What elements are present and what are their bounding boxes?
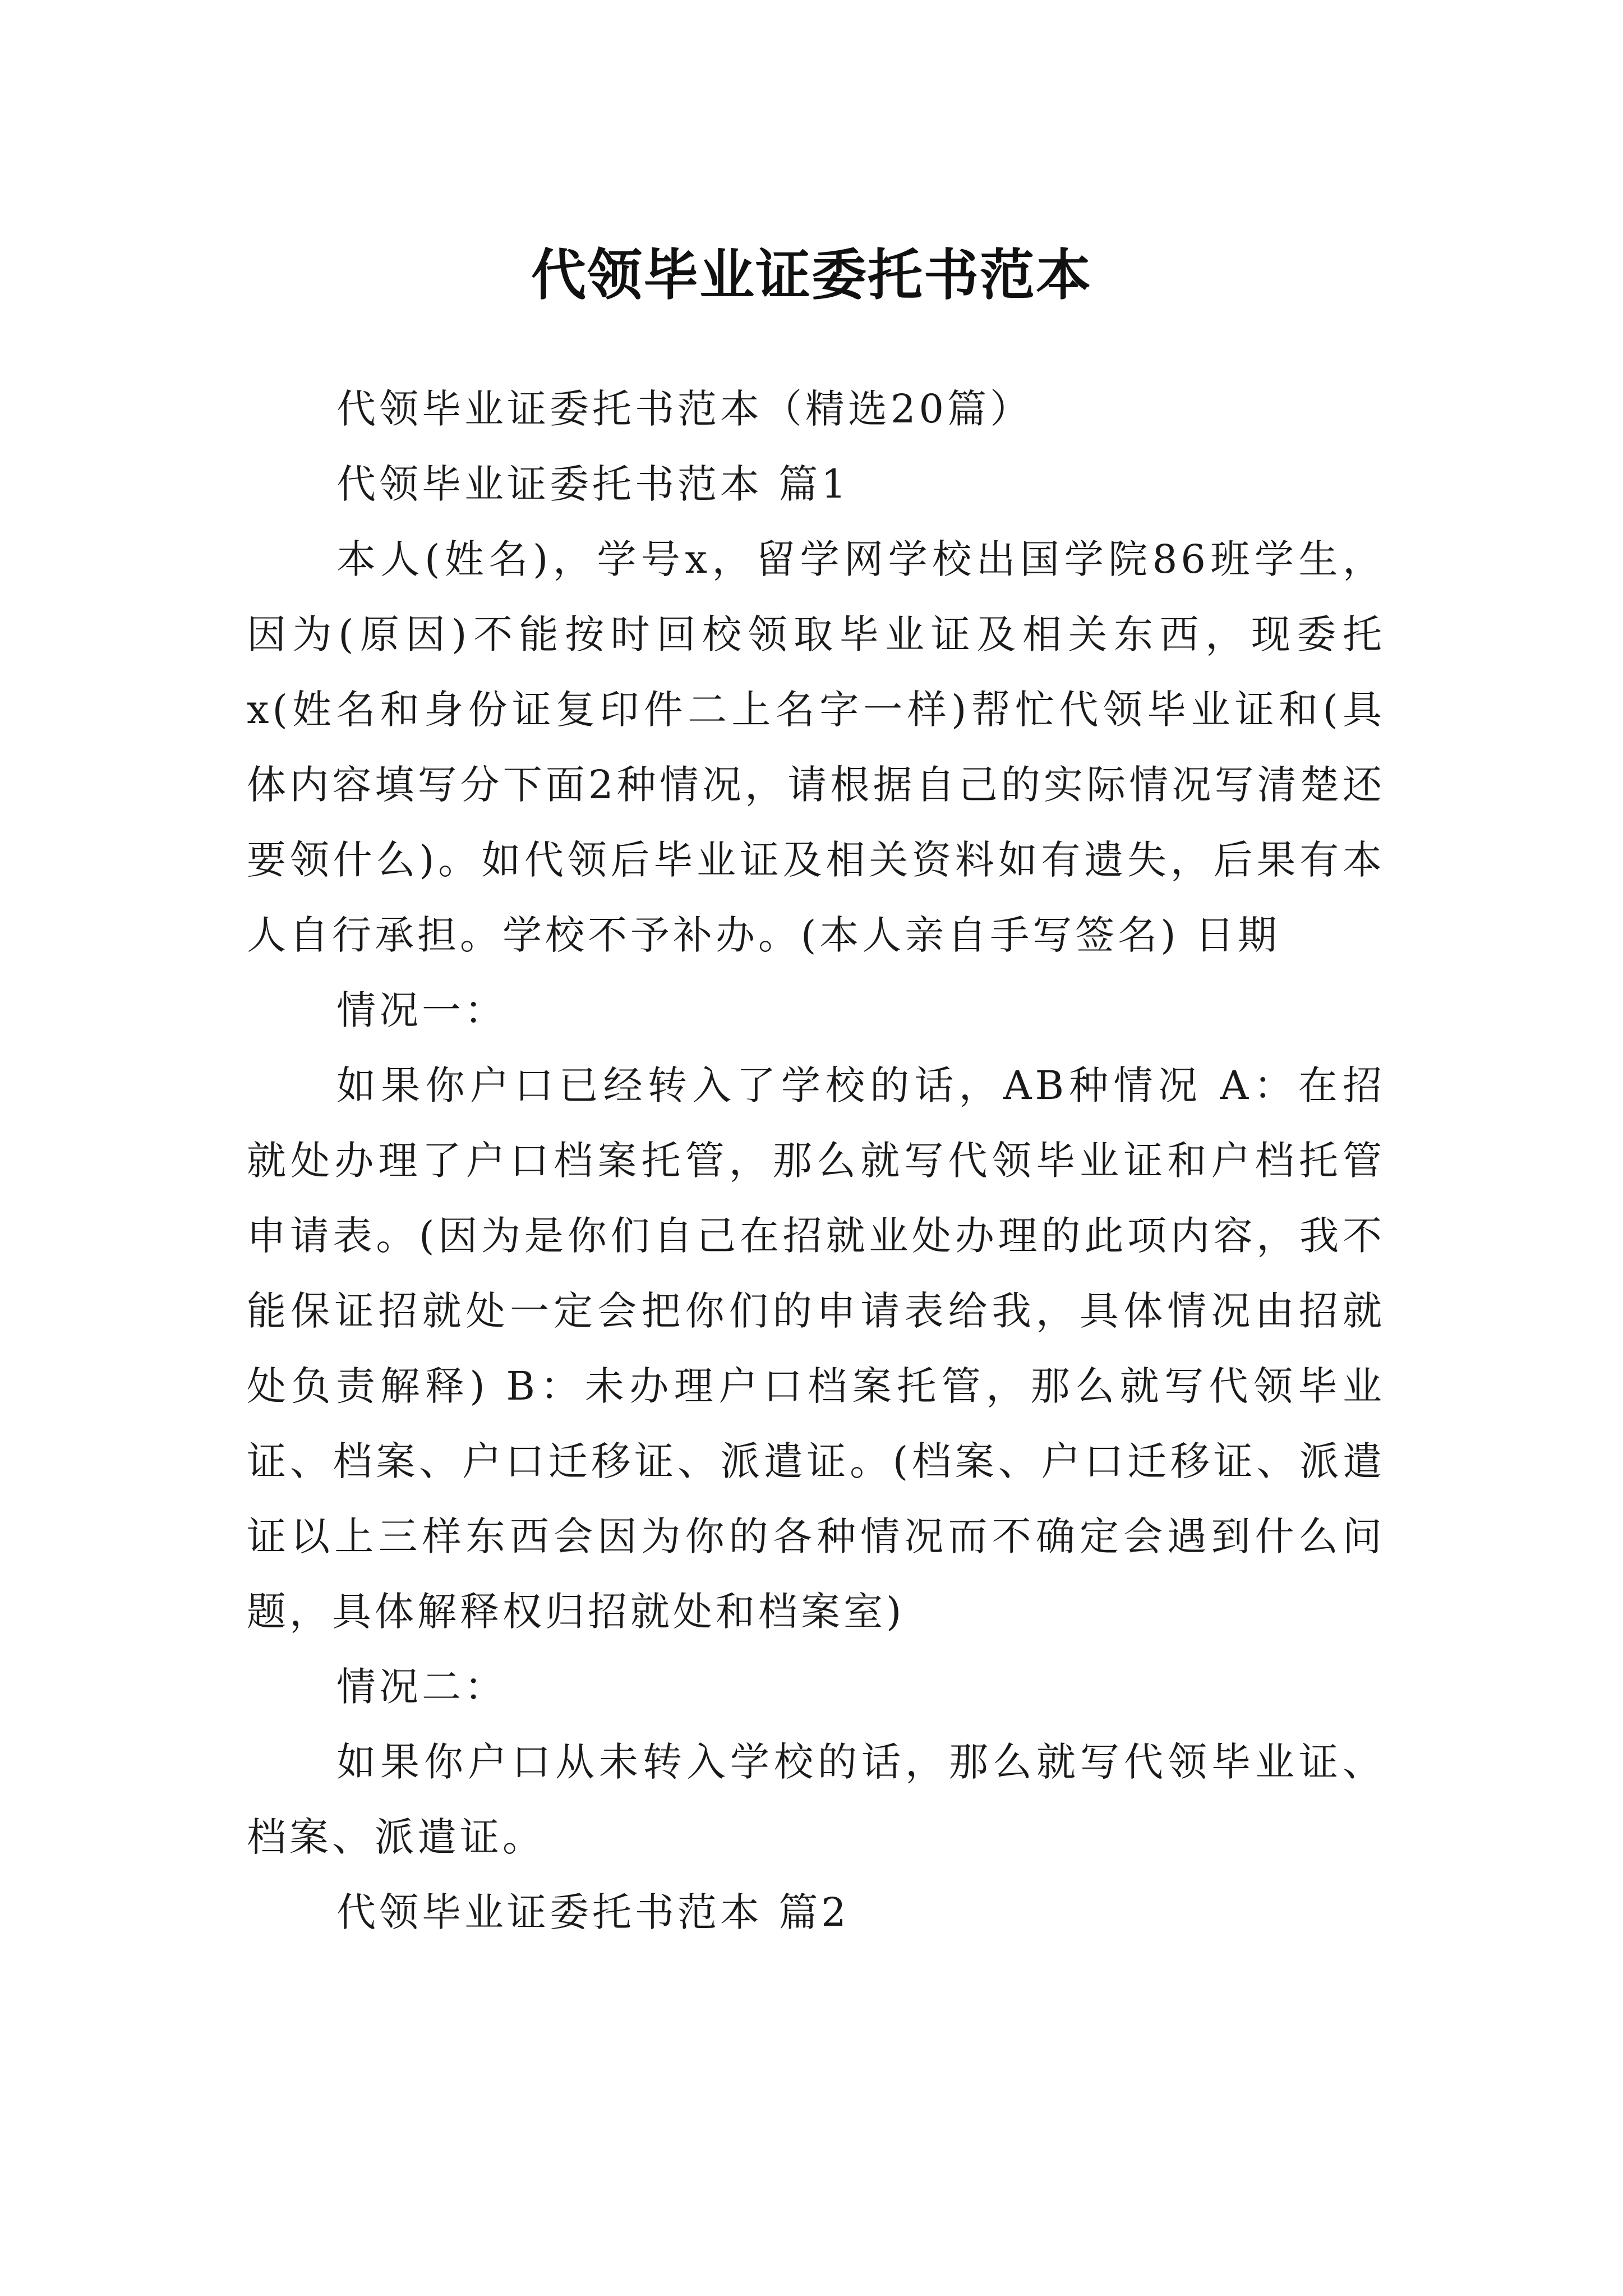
- body-paragraph-3: 如果你户口从未转入学校的话，那么就写代领毕业证、档案、派遣证。: [247, 1739, 1385, 1860]
- body-paragraph-1: 本人(姓名)，学号x，留学网学校出国学院86班学生，因为(原因)不能按时回校领取毕业证及相关东西，现委托x(姓名和身份证复印件二上名字一样)帮忙代领毕业证和(具体内容填写分下面2种情况，请根据自己的实际情况写清楚还要领什么)。如代领后毕业证及相关资料如有遗失，后果有本人自行承担。学校不予补办。(本人亲自手写签名) 日期: [247, 536, 1385, 958]
- subtitle-paragraph: 代领毕业证委托书范本（精选20篇）: [336, 386, 1033, 432]
- document-title: 代领毕业证委托书范本: [531, 243, 1092, 307]
- document-body: [247, 371, 1385, 1950]
- body-paragraph-2: 如果你户口已经转入了学校的话，AB种情况 A：在招就处办理了户口档案托管，那么就写代领毕业证和户档托管申请表。(因为是你们自己在招就业处办理的此项内容，我不能保证招就处一定会把你们的申请表给我，具体情况由招就处负责解释) B：未办理户口档案托管，那么就写代领毕业证、档案、户口迁移证、派遣证。(档案、户口迁移证、派遣证以上三样东西会因为你的各种情况而不确定会遇到什么问题，具体解释权归招就处和档案室): [247, 1062, 1385, 1635]
- case-heading-1: 情况一：: [336, 987, 507, 1033]
- case-heading-2: 情况二：: [336, 1664, 507, 1710]
- section-heading-1: 代领毕业证委托书范本 篇1: [336, 461, 850, 507]
- section-heading-2: 代领毕业证委托书范本 篇2: [336, 1889, 850, 1935]
